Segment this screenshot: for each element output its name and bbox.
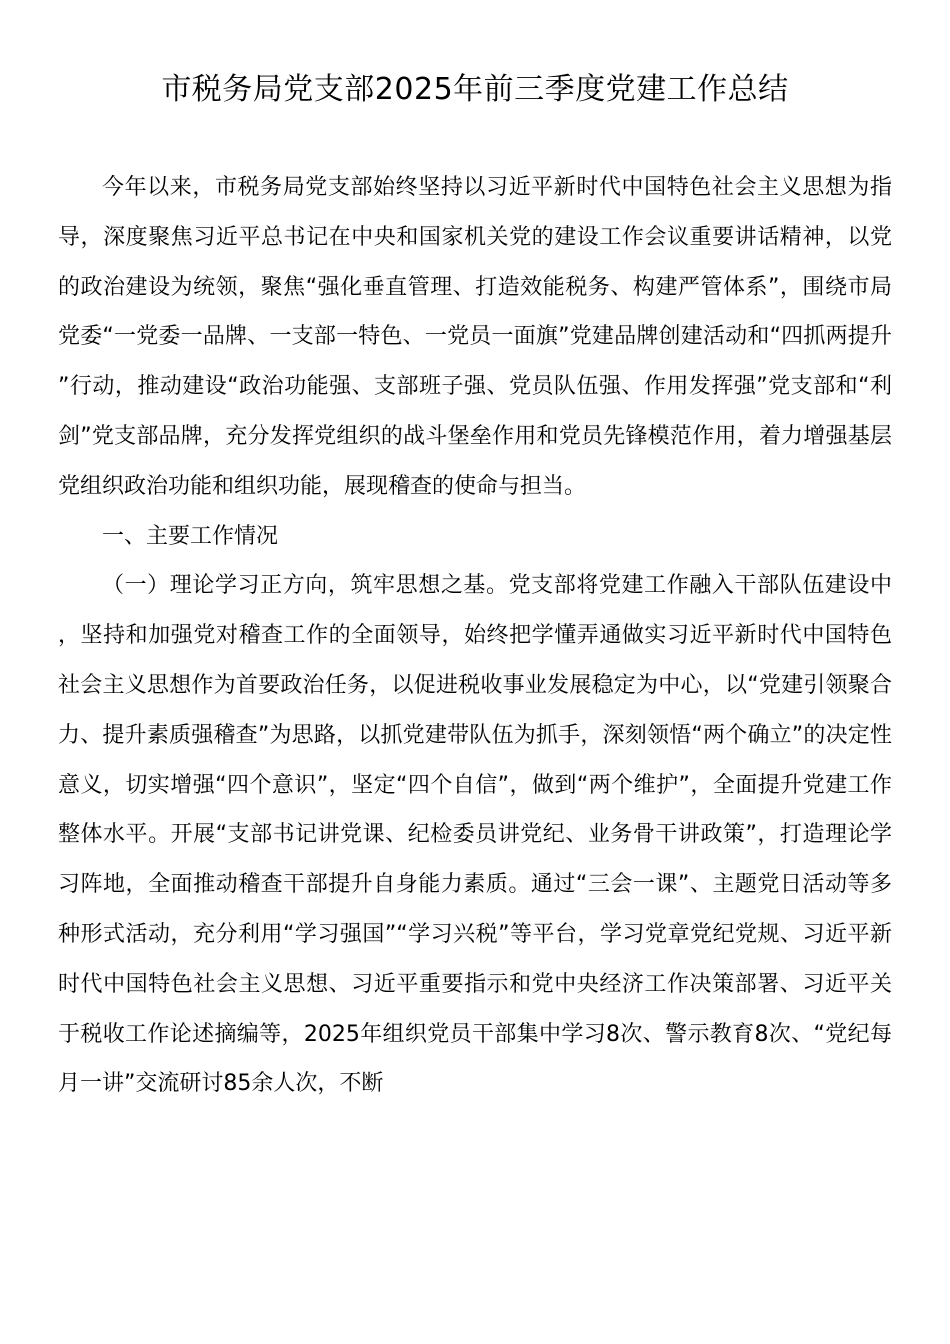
document-body xyxy=(58,163,892,1109)
intro-paragraph: 今年以来，市税务局党支部始终坚持以习近平新时代中国特色社会主义思想为指导，深度聚焦习近平总书记在中央和国家机关党的建设工作会议重要讲话精神，以党的政治建设为统领，聚焦“强化垂直管理、打造效能税务、构建严管体系”，围绕市局党委“一党委一品牌、一支部一特色、一党员一面旗”党建品牌创建活动和“四抓两提升”行动，推动建设“政治功能强、支部班子强、党员队伍强、作用发挥强”党支部和“利剑”党支部品牌，充分发挥党组织的战斗堡垒作用和党员先锋模范作用，着力增强基层党组织政治功能和组织功能，展现稽查的使命与担当。 xyxy=(58,175,892,499)
section-heading: 一、主要工作情况 xyxy=(102,523,279,549)
subsection-paragraph: （一）理论学习正方向，筑牢思想之基。党支部将党建工作融入干部队伍建设中，坚持和加强党对稽查工作的全面领导，始终把学懂弄通做实习近平新时代中国特色社会主义思想作为首要政治任务，以促进税收事业发展稳定为中心，以“党建引领聚合力、提升素质强稽查”为思路，以抓党建带队伍为抓手，深刻领悟“两个确立”的决定性意义，切实增强“四个意识”，坚定“四个自信”，做到“两个维护”，全面提升党建工作整体水平。开展“支部书记讲党课、纪检委员讲党纪、业务骨干讲政策”，打造理论学习阵地，全面推动稽查干部提升自身能力素质。通过“三会一课”、主题党日活动等多种形式活动，充分利用“学习强国”“学习兴税”等平台，学习党章党纪党规、习近平新时代中国特色社会主义思想、习近平重要指示和党中央经济工作决策部署、习近平关于税收工作论述摘编等，2025年组织党员干部集中学习8次、警示教育8次、“党纪每月一讲”交流研讨85余人次，不断 xyxy=(58,573,892,1097)
document-title: 市税务局党支部2025年前三季度党建工作总结 xyxy=(161,72,789,107)
